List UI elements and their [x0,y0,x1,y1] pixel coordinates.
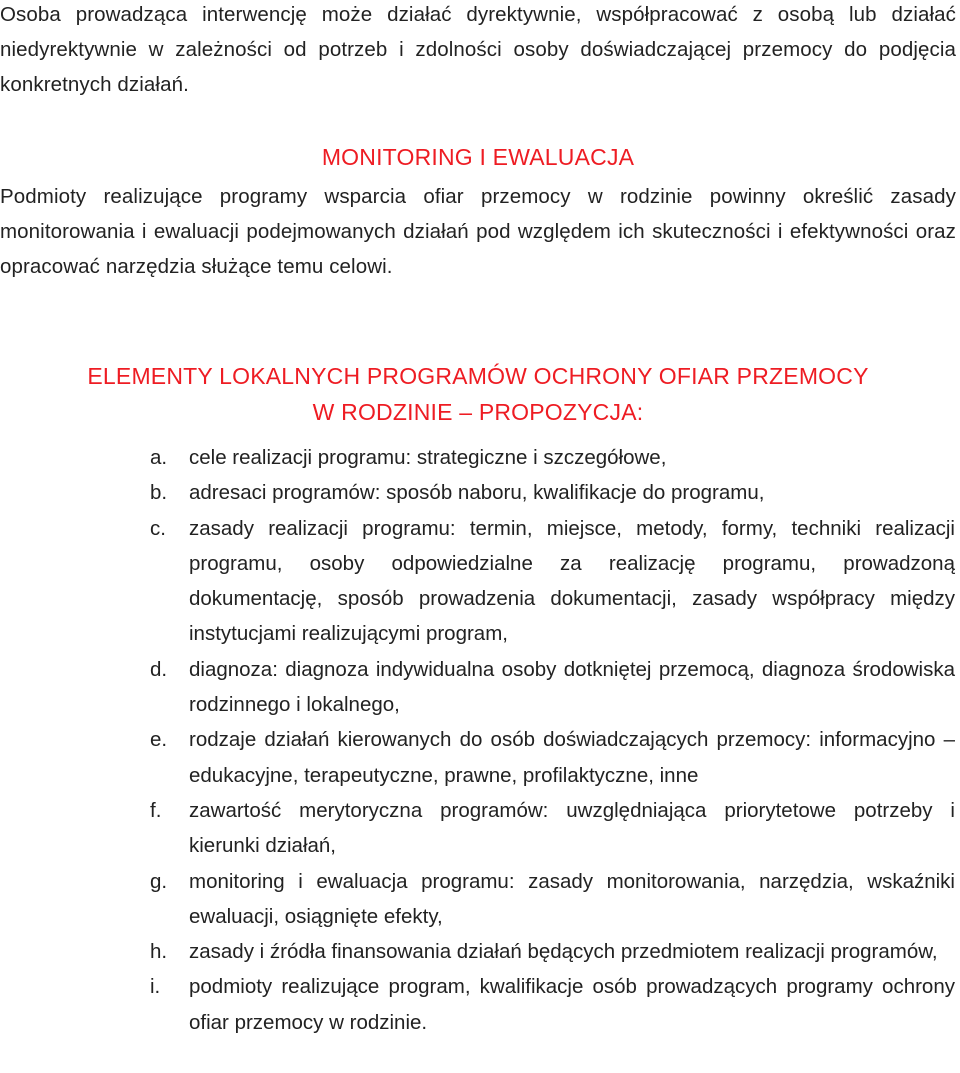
list-item-text: podmioty realizujące program, kwalifikacje osób prowadzących programy ochrony ofiar przemocy w rodzinie. [189,975,955,1034]
list-item-text: adresaci programów: sposób naboru, kwalifikacje do programu, [189,481,765,505]
elementy-heading-line1: ELEMENTY LOKALNYCH PROGRAMÓW OCHRONY OFIAR PRZEMOCY [87,363,869,389]
monitoring-paragraph: Podmioty realizujące programy wsparcia ofiar przemocy w rodzinie powinny określić zasady monitorowania i ewaluacji podejmowanych działań pod względem ich skuteczności i efektywności oraz opracować narzędzia służące temu celowi. [0,185,956,278]
list-item-marker: b. [150,481,168,505]
list-item-marker: a. [150,446,168,469]
elementy-heading-line2: W RODZINIE – PROPOZYCJA: [312,399,644,425]
list-item-marker: i. [150,975,161,999]
program-elements-list [0,440,960,1040]
list-item-text: zasady i źródła finansowania działań będących przedmiotem realizacji programów, [189,940,938,964]
elementy-heading [0,358,956,430]
list-item-marker: e. [150,728,168,752]
monitoring-heading: MONITORING I EWALUACJA [321,144,635,170]
list-item-text: cele realizacji programu: strategiczne i szczegółowe, [189,446,667,469]
list-item [0,864,960,935]
list-item-text: rodzaje działań kierowanych do osób doświadczających przemocy: informacyjno – edukacyjne, terapeutyczne, prawne, profilaktyczne, inne [189,728,955,787]
list-item [0,793,960,864]
list-item [0,652,960,723]
list-item [0,440,960,475]
list-item-text: zasady realizacji programu: termin, miejsce, metody, formy, techniki realizacji programu, osoby odpowiedzialne za realizację programu, prowadzoną dokumentację, sposób prowadzenia dokumentacji, zasady współpracy między instytucjami realizującymi program, [189,516,955,646]
list-item-text: diagnoza: diagnoza indywidualna osoby dotkniętej przemocą, diagnoza środowiska rodzinnego i lokalnego, [189,657,955,717]
list-item [0,511,960,652]
intro-paragraph: Osoba prowadząca interwencję może działać dyrektywnie, współpracować z osobą lub działać niedyrektywnie w zależności od potrzeb i zdolności osoby doświadczającej przemocy do podjęcia konkretnych działań. [0,3,956,96]
list-item-marker: f. [150,798,162,822]
list-item-text: monitoring i ewaluacja programu: zasady monitorowania, narzędzia, wskaźniki ewaluacji, osiągnięte efekty, [189,869,955,928]
list-item [0,969,960,1040]
list-item [0,475,960,510]
list-item-marker: h. [150,940,168,964]
list-item [0,934,960,969]
list-item [0,722,960,793]
list-item-marker: c. [150,516,166,540]
list-item-text: zawartość merytoryczna programów: uwzględniająca priorytetowe potrzeby i kierunki działań, [189,798,955,858]
list-item-marker: g. [150,869,168,893]
list-item-marker: d. [150,657,168,681]
